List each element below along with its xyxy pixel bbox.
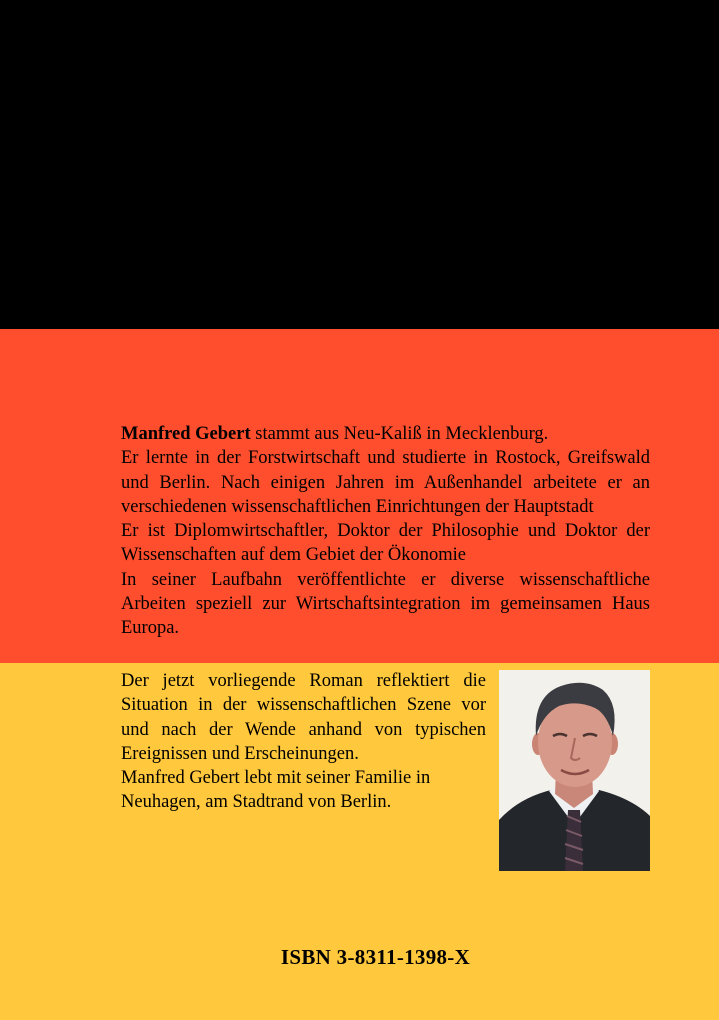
author-photo [499,670,650,871]
novel-paragraph: Manfred Gebert lebt mit seiner Familie in Neuhagen, am Stadtrand von Berlin. [121,768,431,813]
bio-origin-line [121,422,650,446]
author-name: Manfred Gebert [121,424,251,444]
bio-paragraph: Er ist Diplomwirtschaftler, Doktor der Philosophie und Doktor der Wissenschaften auf dem Gebiet der Ökonomie [121,521,650,566]
bio-paragraph: Er lernte in der Forstwirtschaft und studierte in Rostock, Greifswald und Berlin. Nach einigen Jahren im Außenhandel arbeitete er an verschiedenen wissenschaftlichen Einrichtungen der Hauptstadt [121,448,650,517]
isbn-number [0,945,719,970]
author-portrait-illustration [499,670,650,871]
flag-stripe-black [0,0,719,329]
bio-paragraph: In seiner Laufbahn veröffentlichte er diverse wissenschaftliche Arbeiten speziell zur Wirtschaftsintegration im gemeinsamen Haus Europa. [121,569,650,639]
author-biography [121,422,650,641]
novel-description [121,669,486,815]
isbn-text: ISBN 3-8311-1398-X [280,945,471,969]
bio-origin: stammt aus Neu-Kaliß in Mecklenburg. [250,424,549,444]
novel-paragraph: Der jetzt vorliegende Roman reflektiert die Situation in der wissenschaftlichen Szene vor und nach der Wende anhand von typischen Ereignissen und Erscheinungen. [121,671,486,764]
